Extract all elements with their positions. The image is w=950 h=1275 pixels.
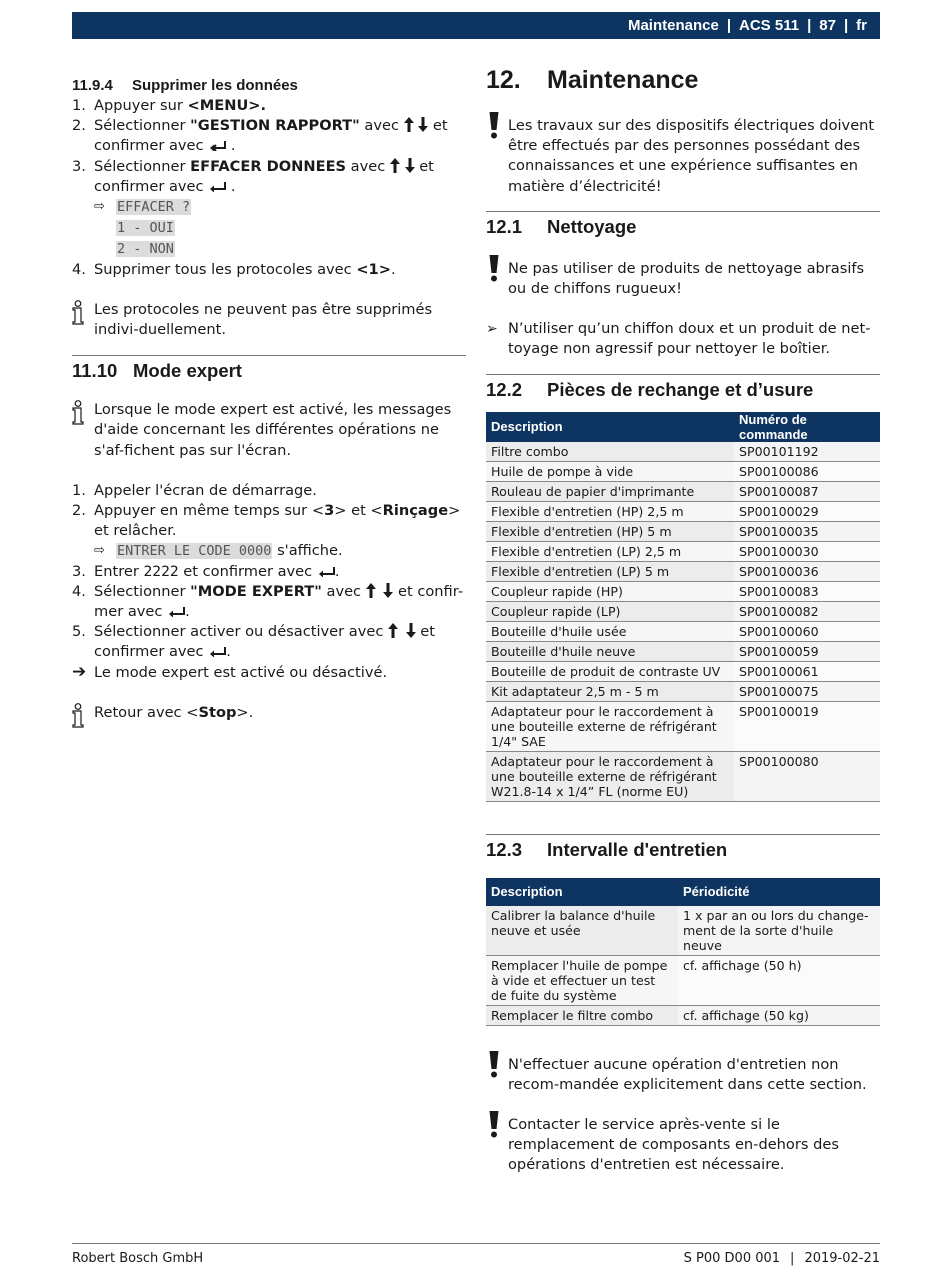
part-order-number: SP00100029	[734, 501, 880, 521]
warning-text: Les travaux sur des dispositifs électriques doivent être effectués par des personnes possédant des connaissances et une expérience suffisantes en matière d’électricité!	[508, 117, 875, 195]
instruction-arrow-icon: ➢	[486, 321, 498, 338]
table-row	[486, 906, 880, 956]
hollow-arrow-icon: ⇨	[94, 199, 105, 215]
section-divider	[486, 374, 880, 375]
final-result	[72, 663, 466, 683]
section-11-9-4-heading	[72, 76, 466, 96]
table-row	[486, 681, 880, 701]
section-12-1-heading	[486, 215, 880, 239]
enter-key-icon	[167, 607, 185, 617]
part-order-number: SP00101192	[734, 442, 880, 462]
step-text: avec	[321, 582, 366, 600]
instruction-text: N’utiliser qu’un chiffon doux et un produit de net-toyage non agressif pour nettoyer le boîtier.	[508, 320, 871, 358]
step-number: 3.	[72, 562, 86, 580]
task-periodicity: cf. affichage (50 kg)	[678, 1005, 880, 1025]
section-divider	[486, 834, 880, 835]
section-divider	[72, 355, 466, 356]
section-number: 12.1	[486, 215, 523, 237]
exclamation-icon	[488, 112, 500, 140]
step-number: 3.	[72, 157, 86, 175]
header-section: Maintenance	[627, 17, 719, 34]
info-note	[72, 703, 466, 723]
note-text: Retour avec <	[94, 703, 199, 721]
enter-key-icon	[317, 567, 335, 577]
table-row	[486, 1005, 880, 1025]
footer-doc-info	[684, 1251, 880, 1266]
part-order-number: SP00100035	[734, 521, 880, 541]
section-12-3-heading	[486, 838, 880, 862]
section-12-2-heading	[486, 378, 880, 402]
display-result	[72, 197, 466, 217]
step-2	[72, 501, 466, 541]
step-number: 4.	[72, 260, 86, 278]
part-description: Coupleur rapide (HP)	[486, 581, 734, 601]
warning-text: Contacter le service après-vente si le remplacement de composants en-dehors des opérations d'entretien est nécessaire.	[508, 1116, 839, 1174]
note-key: Stop	[198, 703, 237, 721]
step-2	[72, 116, 466, 156]
step-key: <1>	[356, 260, 391, 278]
enter-key-icon	[208, 141, 226, 151]
step-text: .	[334, 562, 340, 580]
step-text: et confirmer avec	[94, 623, 435, 661]
table-row	[486, 751, 880, 801]
instruction-item	[486, 319, 880, 359]
step-text: Sélectionner	[94, 157, 191, 175]
part-order-number: SP00100083	[734, 581, 880, 601]
section-title: Supprimer les données	[132, 77, 298, 94]
step-text: avec	[346, 157, 390, 175]
table-row	[486, 461, 880, 481]
step-text: .	[390, 260, 396, 278]
result-arrow-icon: ➔	[72, 661, 87, 682]
step-text: Entrer	[94, 562, 144, 580]
header-separator: |	[726, 17, 732, 34]
step-key: Rinçage	[382, 502, 449, 520]
part-order-number: SP00100082	[734, 601, 880, 621]
section-number: 12.3	[486, 838, 523, 860]
section-divider	[486, 211, 880, 212]
table-row	[486, 601, 880, 621]
table-row	[486, 501, 880, 521]
lcd-text: EFFACER ?	[117, 199, 191, 216]
step-text: Appeler l'écran de démarrage.	[94, 481, 317, 499]
arrow-down-icon	[418, 117, 428, 132]
arrow-down-icon	[406, 623, 416, 638]
chapter-12-heading	[486, 64, 880, 96]
display-result-line	[72, 217, 466, 238]
info-icon	[72, 300, 88, 326]
step-key: 3	[324, 502, 335, 520]
info-icon	[72, 703, 88, 729]
part-order-number: SP00100036	[734, 561, 880, 581]
step-text: Supprimer tous les protocoles avec	[94, 260, 357, 278]
step-number: 1.	[72, 481, 86, 499]
result-text: Le mode expert est activé ou désactivé.	[94, 663, 388, 681]
step-text: > et <	[334, 502, 383, 520]
step-5	[72, 622, 466, 662]
table-row	[486, 661, 880, 681]
section-number: 11.10	[72, 360, 118, 382]
section-11-10-heading	[72, 359, 466, 383]
warning-note	[486, 116, 880, 197]
step-3	[72, 562, 466, 582]
part-description: Bouteille d'huile usée	[486, 621, 734, 641]
lcd-text: 1 - OUI	[117, 220, 174, 237]
table-row	[486, 581, 880, 601]
arrow-up-icon	[404, 117, 414, 132]
left-column	[72, 72, 466, 723]
footer-divider	[72, 1243, 880, 1244]
spare-parts-table	[486, 412, 880, 802]
part-description: Rouleau de papier d'imprimante	[486, 481, 734, 501]
step-number: 2.	[72, 502, 86, 520]
table-row	[486, 621, 880, 641]
footer-company: Robert Bosch GmbH	[72, 1251, 204, 1266]
header-language: fr	[856, 17, 867, 34]
header-product: ACS 511	[739, 17, 800, 34]
note-text: Les protocoles ne peuvent pas être supprimés indivi-duellement.	[94, 300, 433, 339]
footer-document-number: S P00 D00 001	[683, 1251, 781, 1266]
exclamation-icon	[488, 255, 500, 283]
step-1	[72, 96, 466, 116]
part-order-number: SP00100060	[734, 621, 880, 641]
part-description: Flexible d'entretien (LP) 5 m	[486, 561, 734, 581]
step-text: .	[185, 603, 190, 621]
maintenance-interval-table-body	[486, 906, 880, 1026]
chapter-title: Maintenance	[547, 66, 699, 94]
part-order-number: SP00100030	[734, 541, 880, 561]
arrow-up-icon	[366, 583, 376, 598]
part-order-number: SP00100061	[734, 661, 880, 681]
arrow-down-icon	[383, 583, 393, 598]
step-4	[72, 260, 466, 280]
section-title: Nettoyage	[547, 215, 637, 237]
page-header	[72, 12, 880, 39]
step-key: EFFACER DONNEES	[190, 157, 347, 175]
enter-key-icon	[208, 647, 226, 657]
part-description: Adaptateur pour le raccordement à une bouteille externe de réfrigérant 1/4" SAE	[486, 701, 734, 751]
info-note	[72, 400, 466, 461]
step-text: et confirmer avec	[94, 117, 448, 155]
arrow-up-icon	[390, 158, 400, 173]
step-text: et confir-mer avec	[94, 582, 464, 621]
table-row	[486, 641, 880, 661]
part-order-number: SP00100080	[734, 751, 880, 801]
part-order-number: SP00100019	[734, 701, 880, 751]
step-number: 5.	[72, 623, 86, 641]
lcd-text: 2 - NON	[117, 241, 174, 258]
section-number: 12.2	[486, 378, 523, 400]
part-description: Bouteille de produit de contraste UV	[486, 661, 734, 681]
part-description: Flexible d'entretien (HP) 5 m	[486, 521, 734, 541]
footer-separator: |	[790, 1251, 795, 1266]
footer-date: 2019-02-21	[804, 1251, 880, 1266]
task-description: Calibrer la balance d'huile neuve et usée	[486, 906, 678, 956]
note-text: >.	[236, 703, 254, 721]
part-order-number: SP00100087	[734, 481, 880, 501]
table-row	[486, 955, 880, 1005]
step-text: .	[226, 137, 236, 155]
part-order-number: SP00100075	[734, 681, 880, 701]
part-description: Adaptateur pour le raccordement à une bouteille externe de réfrigérant W21.8-14 x 1/4” FL (norme EU)	[486, 751, 734, 801]
step-code: 2222	[143, 562, 179, 580]
warning-note	[486, 1055, 880, 1095]
info-note	[72, 300, 466, 340]
step-text: > et relâcher.	[94, 502, 461, 540]
chapter-number: 12.	[486, 66, 521, 94]
step-number: 2.	[72, 117, 86, 135]
maintenance-interval-table	[486, 878, 880, 1026]
right-column	[486, 64, 880, 1176]
warning-note	[486, 259, 880, 299]
part-description: Filtre combo	[486, 442, 734, 462]
enter-key-icon	[208, 182, 226, 192]
step-number: 1.	[72, 97, 86, 114]
part-order-number: SP00100059	[734, 641, 880, 661]
display-result-line	[72, 238, 466, 259]
step-1	[72, 481, 466, 501]
section-number: 11.9.4	[72, 77, 113, 94]
section-title: Pièces de rechange et d’usure	[547, 378, 814, 400]
part-description: Coupleur rapide (LP)	[486, 601, 734, 621]
header-page-number: 87	[819, 17, 836, 34]
step-text: Sélectionner	[94, 582, 191, 600]
part-description: Flexible d'entretien (LP) 2,5 m	[486, 541, 734, 561]
step-text: avec	[359, 117, 404, 135]
step-text: .	[226, 177, 236, 195]
step-key: <MENU>.	[187, 97, 267, 114]
step-key: "GESTION RAPPORT"	[190, 117, 360, 135]
table-row	[486, 442, 880, 462]
warning-text: N'effectuer aucune opération d'entretien non recom-mandée explicitement dans cette section.	[508, 1055, 867, 1093]
result-text: s'affiche.	[272, 542, 343, 560]
task-description: Remplacer l'huile de pompe à vide et effectuer un test de fuite du système	[486, 955, 678, 1005]
step-text: et confirmer avec	[178, 562, 317, 580]
table-row	[486, 561, 880, 581]
arrow-up-icon	[388, 623, 398, 638]
table-header-row	[486, 878, 880, 906]
hollow-arrow-icon: ⇨	[94, 543, 105, 559]
section-title: Mode expert	[133, 360, 242, 382]
step-number: 4.	[72, 582, 86, 600]
lcd-text: ENTRER LE CODE 0000	[117, 543, 272, 560]
exclamation-icon	[488, 1111, 500, 1139]
table-row	[486, 481, 880, 501]
step-text: et confirmer avec	[94, 157, 434, 195]
step-text: Appuyer en même temps sur <	[94, 502, 325, 520]
section-title: Intervalle d'entretien	[547, 838, 728, 860]
table-header-row	[486, 412, 880, 442]
step-text: Sélectionner	[94, 117, 191, 135]
header-separator: |	[807, 17, 812, 34]
table-row	[486, 541, 880, 561]
part-description: Bouteille d'huile neuve	[486, 641, 734, 661]
table-row	[486, 521, 880, 541]
arrow-down-icon	[405, 158, 415, 173]
step-text: .	[226, 643, 231, 661]
exclamation-icon	[488, 1051, 500, 1079]
note-text: Lorsque le mode expert est activé, les messages d'aide concernant les différentes opérations ne s'af-fichent pas sur l'écran.	[94, 401, 452, 459]
task-description: Remplacer le filtre combo	[486, 1005, 678, 1025]
header-separator: |	[843, 17, 849, 34]
warning-text: Ne pas utiliser de produits de nettoyage abrasifs ou de chiffons rugueux!	[508, 259, 865, 298]
column-header: Description	[486, 412, 734, 442]
task-periodicity: cf. affichage (50 h)	[678, 955, 880, 1005]
warning-note	[486, 1115, 880, 1176]
info-icon	[72, 400, 88, 426]
step-key: "MODE EXPERT"	[190, 582, 322, 600]
step-3	[72, 157, 466, 197]
column-header: Périodicité	[678, 878, 880, 906]
display-result	[72, 541, 466, 561]
task-periodicity: 1 x par an ou lors du change-ment de la sorte d'huile neuve	[678, 906, 880, 956]
step-text: Sélectionner activer ou désactiver avec	[94, 623, 388, 641]
part-description: Flexible d'entretien (HP) 2,5 m	[486, 501, 734, 521]
step-4	[72, 582, 466, 622]
column-header: Description	[486, 878, 678, 906]
part-description: Huile de pompe à vide	[486, 461, 734, 481]
part-order-number: SP00100086	[734, 461, 880, 481]
part-description: Kit adaptateur 2,5 m - 5 m	[486, 681, 734, 701]
spare-parts-table-body	[486, 442, 880, 802]
step-text: Appuyer sur	[94, 97, 188, 114]
table-row	[486, 701, 880, 751]
column-header: Numéro de commande	[734, 412, 880, 442]
